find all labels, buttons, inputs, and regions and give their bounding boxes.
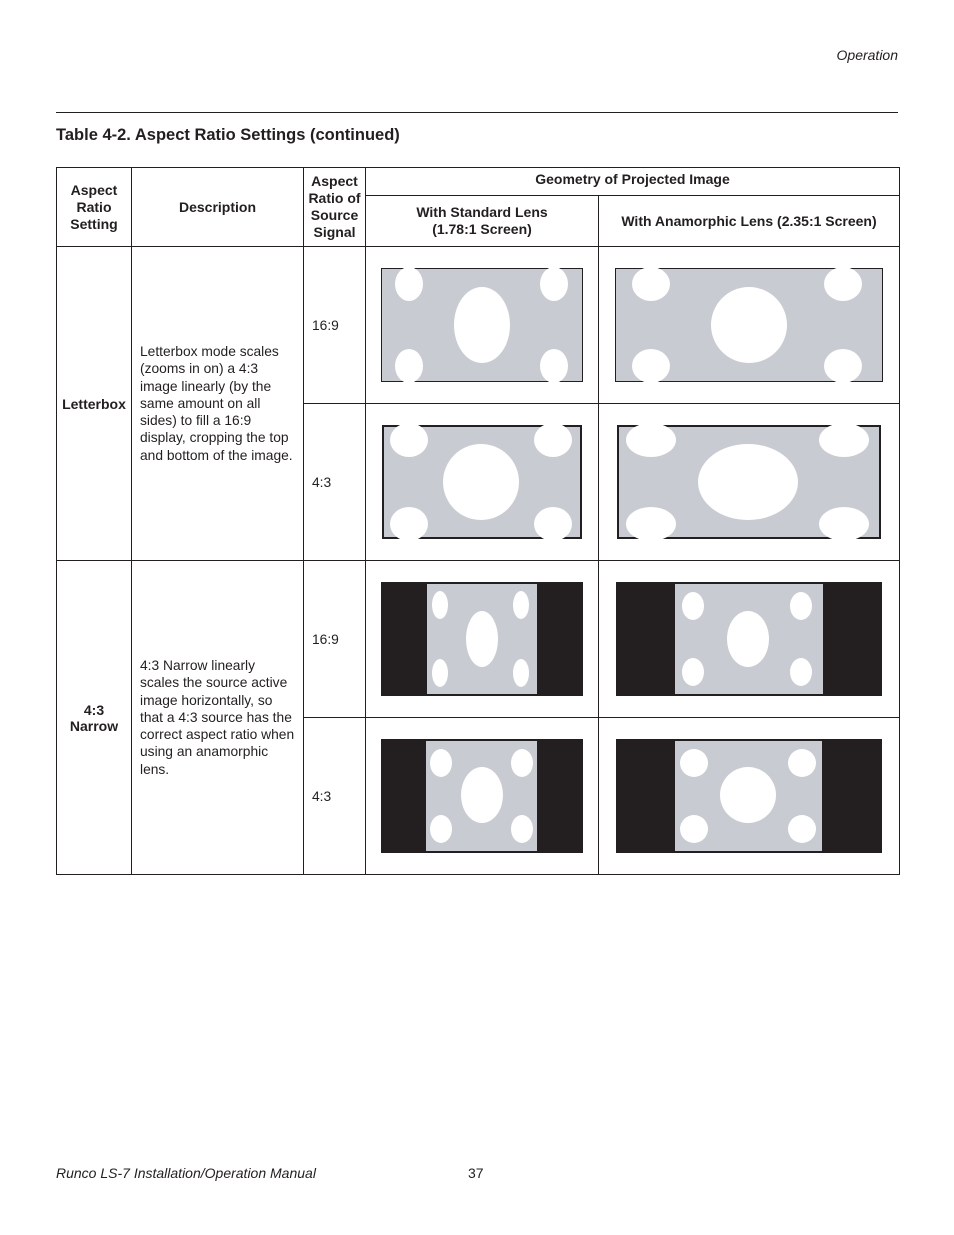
table-title: Table 4-2. Aspect Ratio Settings (continued) xyxy=(56,126,400,144)
geometry-anamorphic-cell xyxy=(599,561,900,718)
narrow-43-standard-diagram xyxy=(381,739,583,853)
col-header-anamorphic-lens: With Anamorphic Lens (2.35:1 Screen) xyxy=(599,196,900,247)
geometry-anamorphic-cell xyxy=(599,404,900,561)
geometry-standard-cell xyxy=(366,404,599,561)
setting-letterbox: Letterbox xyxy=(57,247,132,561)
col-header-standard-lens xyxy=(366,196,599,247)
description-43-narrow: 4:3 Narrow linearly scales the source active image horizontally, so that a 4:3 source has the correct aspect ratio when using an anamorphic lens. xyxy=(132,561,304,875)
source-ratio: 16:9 xyxy=(304,561,366,718)
narrow-169-anamorphic-diagram xyxy=(616,582,882,696)
col-header-source: Aspect Ratio of Source Signal xyxy=(304,168,366,247)
header-rule xyxy=(56,112,898,113)
narrow-43-anamorphic-diagram xyxy=(616,739,882,853)
col-header-geometry: Geometry of Projected Image xyxy=(366,168,900,196)
geometry-standard-cell xyxy=(366,247,599,404)
setting-43-narrow-line1: 4:3 xyxy=(83,701,105,718)
running-header: Operation xyxy=(836,47,898,63)
footer-manual-title: Runco LS-7 Installation/Operation Manual xyxy=(56,1165,316,1181)
geometry-standard-cell xyxy=(366,718,599,875)
geometry-standard-cell xyxy=(366,561,599,718)
standard-lens-line2: (1.78:1 Screen) xyxy=(432,221,532,237)
geometry-anamorphic-cell xyxy=(599,718,900,875)
col-header-description: Description xyxy=(132,168,304,247)
narrow-169-standard-diagram xyxy=(381,582,583,696)
letterbox-43-standard-diagram xyxy=(382,425,582,539)
page-number: 37 xyxy=(468,1165,484,1181)
source-ratio: 4:3 xyxy=(304,718,366,875)
letterbox-169-anamorphic-diagram xyxy=(615,268,883,382)
aspect-ratio-table xyxy=(56,167,900,875)
description-letterbox: Letterbox mode scales (zooms in on) a 4:3 image linearly (by the same amount on all sides) to fill a 16:9 display, cropping the top and bottom of the image. xyxy=(132,247,304,561)
standard-lens-line1: With Standard Lens xyxy=(416,204,548,220)
geometry-anamorphic-cell xyxy=(599,247,900,404)
letterbox-169-standard-diagram xyxy=(381,268,583,382)
col-header-setting: Aspect Ratio Setting xyxy=(57,168,132,247)
setting-43-narrow xyxy=(57,561,132,875)
setting-43-narrow-line2: Narrow xyxy=(69,717,119,734)
letterbox-43-anamorphic-diagram xyxy=(617,425,881,539)
source-ratio: 4:3 xyxy=(304,404,366,561)
source-ratio: 16:9 xyxy=(304,247,366,404)
